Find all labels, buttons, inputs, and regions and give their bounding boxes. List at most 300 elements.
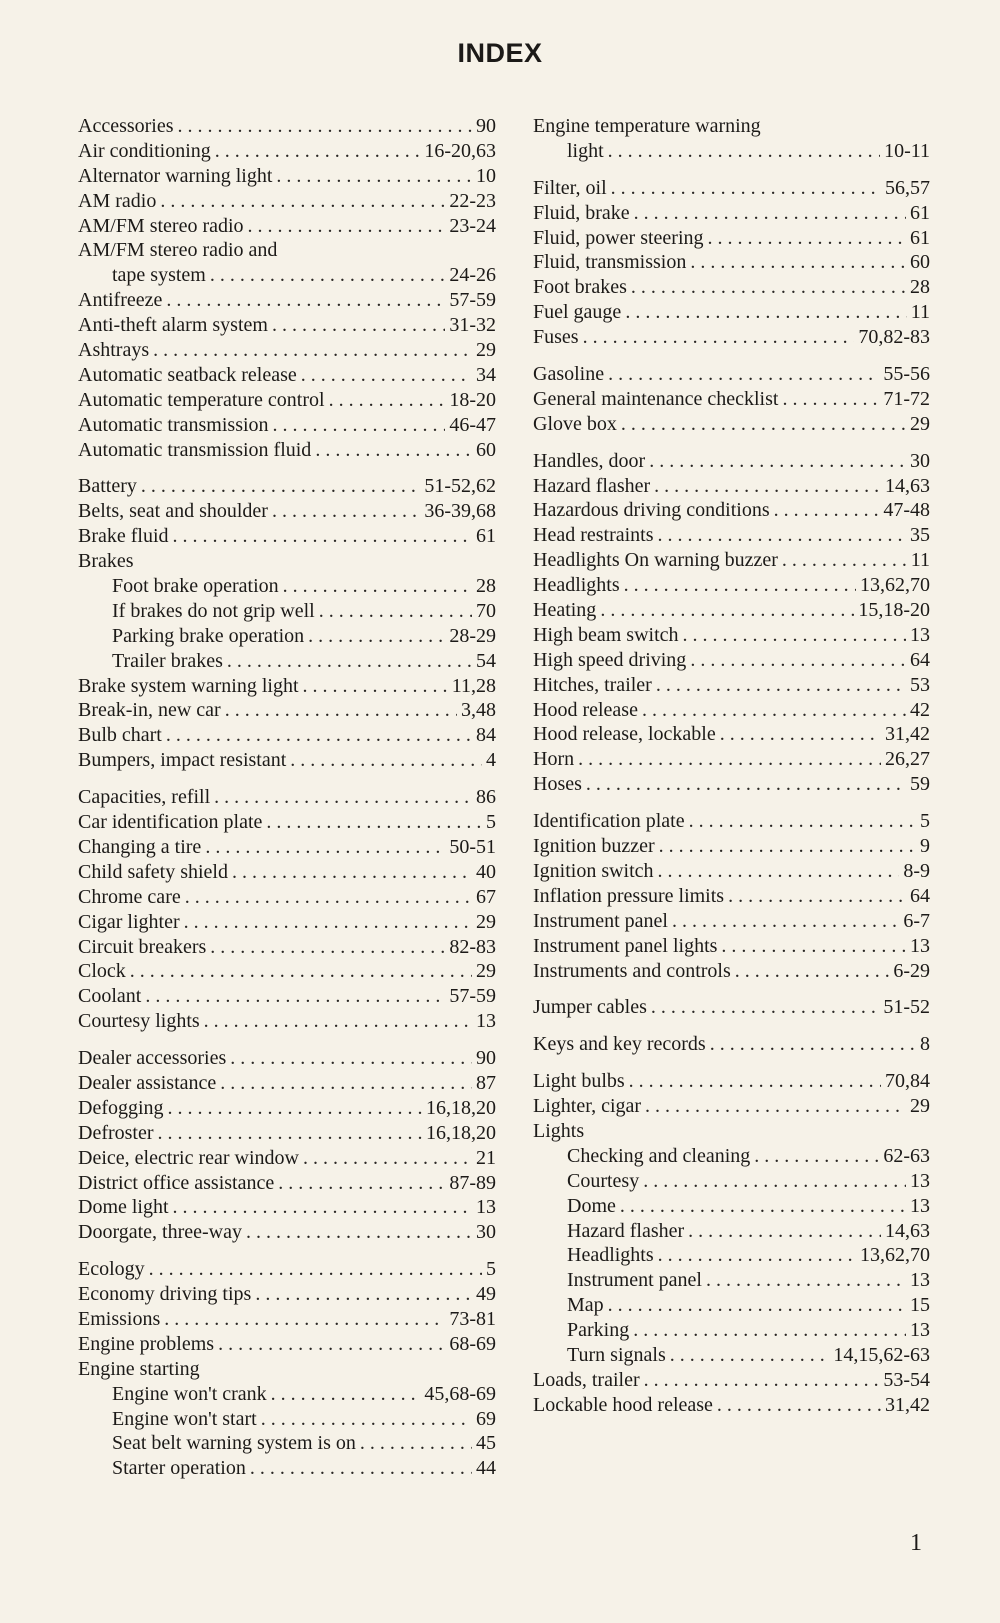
index-term: Belts, seat and shoulder [78, 500, 268, 523]
index-entry [533, 1268, 930, 1293]
dot-leader [659, 834, 916, 859]
index-entry [78, 1307, 496, 1332]
dot-leader [578, 747, 881, 772]
index-term: Brakes [78, 550, 134, 573]
index-pages: 84 [476, 724, 496, 747]
index-pages: 21 [476, 1146, 496, 1169]
index-term: Automatic transmission [78, 413, 269, 436]
dot-leader [168, 1096, 422, 1121]
index-entry [533, 959, 930, 984]
dot-leader [634, 201, 906, 226]
dot-leader [644, 1368, 880, 1393]
index-entry [533, 1144, 930, 1169]
index-term: Antifreeze [78, 289, 163, 312]
dot-leader [272, 499, 420, 524]
index-term: Dealer accessories [78, 1047, 227, 1070]
index-term: Checking and cleaning [567, 1144, 751, 1167]
index-entry [533, 1243, 930, 1268]
index-pages: 35 [910, 524, 930, 547]
index-entry [78, 1195, 496, 1220]
dot-leader [166, 723, 472, 748]
index-pages: 18-20 [449, 388, 496, 411]
dot-leader [625, 300, 906, 325]
index-pages: 34 [476, 363, 496, 386]
dot-leader [735, 959, 890, 984]
index-term: Instruments and controls [533, 959, 731, 982]
index-entry [78, 549, 496, 574]
index-term: Fuses [533, 326, 579, 349]
index-entry [78, 935, 496, 960]
index-entry [533, 139, 930, 164]
dot-leader [205, 835, 445, 860]
index-entry [533, 1169, 930, 1194]
index-term: Clock [78, 960, 126, 983]
index-entry [78, 984, 496, 1009]
dot-leader [683, 623, 906, 648]
index-term: Hazardous driving conditions [533, 499, 770, 522]
index-entry [78, 1220, 496, 1245]
dot-leader [642, 698, 906, 723]
index-pages: 30 [910, 449, 930, 472]
dot-leader [624, 573, 856, 598]
index-entry [533, 1219, 930, 1244]
index-pages: 87 [476, 1071, 496, 1094]
dot-leader [210, 263, 445, 288]
index-term: Light bulbs [533, 1070, 625, 1093]
index-entry [78, 164, 496, 189]
index-entry [78, 413, 496, 438]
dot-leader [633, 1318, 906, 1343]
index-entry [78, 785, 496, 810]
index-term: District office assistance [78, 1171, 275, 1194]
index-term: Hood release [533, 698, 638, 721]
index-entry [533, 573, 930, 598]
index-term: Ecology [78, 1258, 145, 1281]
index-pages: 13 [910, 1319, 930, 1342]
dot-leader [149, 1257, 482, 1282]
index-entry [533, 859, 930, 884]
index-pages: 61 [910, 201, 930, 224]
dot-leader [283, 574, 472, 599]
dot-leader [621, 412, 906, 437]
index-entry [78, 1357, 496, 1382]
index-pages: 13 [910, 1269, 930, 1292]
index-term: Headlights [567, 1244, 654, 1267]
index-entry [78, 1257, 496, 1282]
dot-leader [782, 387, 879, 412]
index-term: Anti-theft alarm system [78, 314, 268, 337]
index-term: AM radio [78, 189, 157, 212]
dot-leader [672, 909, 899, 934]
index-term: Battery [78, 475, 137, 498]
index-pages: 46-47 [449, 413, 496, 436]
index-pages: 13 [910, 623, 930, 646]
dot-leader [145, 984, 445, 1009]
index-term: Parking brake operation [112, 624, 305, 647]
dot-leader [658, 859, 900, 884]
index-pages: 3,48 [461, 699, 496, 722]
dot-leader [649, 449, 906, 474]
dot-leader [689, 809, 916, 834]
index-term: Capacities, refill [78, 786, 211, 809]
dot-leader [246, 1220, 472, 1245]
dot-leader [303, 1146, 472, 1171]
index-entry [533, 747, 930, 772]
index-pages: 54 [476, 649, 496, 672]
index-entry [78, 1171, 496, 1196]
dot-leader [645, 1094, 906, 1119]
index-pages: 13 [910, 1169, 930, 1192]
index-term: Dome [567, 1194, 616, 1217]
index-pages: 61 [476, 525, 496, 548]
dot-leader [586, 772, 906, 797]
index-term: Air conditioning [78, 139, 211, 162]
index-entry [78, 1382, 496, 1407]
dot-leader [658, 1243, 856, 1268]
index-pages: 11,28 [451, 674, 496, 697]
index-pages: 36-39,68 [424, 500, 496, 523]
index-pages: 31,42 [885, 1393, 930, 1416]
index-pages: 47-48 [883, 499, 930, 522]
index-pages: 13,62,70 [860, 574, 930, 597]
dot-leader [301, 363, 472, 388]
index-column-left [78, 114, 496, 1481]
index-entry [78, 748, 496, 773]
dot-leader [164, 1307, 445, 1332]
index-pages: 50-51 [449, 835, 496, 858]
index-entry [533, 673, 930, 698]
dot-leader [271, 1382, 421, 1407]
index-term: Lights [533, 1119, 585, 1142]
index-pages: 68-69 [449, 1332, 496, 1355]
index-term: Ignition switch [533, 859, 654, 882]
index-entry [78, 189, 496, 214]
index-term: Accessories [78, 115, 174, 137]
index-entry [533, 387, 930, 412]
group-gap [533, 437, 930, 449]
dot-leader [651, 995, 879, 1020]
index-term: AM/FM stereo radio and [78, 239, 278, 262]
index-entry [533, 474, 930, 499]
dot-leader [319, 599, 472, 624]
index-term: Foot brakes [533, 276, 627, 299]
index-entry [533, 412, 930, 437]
index-pages: 70,84 [885, 1070, 930, 1093]
index-entry [78, 438, 496, 463]
index-entry [533, 548, 930, 573]
index-pages: 29 [910, 1095, 930, 1118]
index-term: Jumper cables [533, 996, 647, 1019]
index-entry [533, 598, 930, 623]
dot-leader [273, 413, 446, 438]
index-entry [78, 1071, 496, 1096]
dot-leader [608, 139, 880, 164]
index-pages: 13,62,70 [860, 1244, 930, 1267]
index-entry [78, 313, 496, 338]
index-entry [533, 934, 930, 959]
index-pages: 86 [476, 786, 496, 809]
index-pages: 4 [486, 749, 496, 772]
dot-leader [728, 884, 906, 909]
index-term: General maintenance checklist [533, 387, 779, 410]
index-term: Filter, oil [533, 176, 607, 199]
index-entry [78, 910, 496, 935]
dot-leader [215, 139, 421, 164]
index-entry [78, 723, 496, 748]
index-term: Heating [533, 599, 597, 622]
index-entry [78, 698, 496, 723]
dot-leader [631, 275, 906, 300]
index-term: Instrument panel lights [533, 934, 718, 957]
dot-leader [717, 1393, 881, 1418]
index-entry [533, 498, 930, 523]
index-pages: 13 [910, 934, 930, 957]
index-pages: 45,68-69 [424, 1382, 496, 1405]
index-term: Defogging [78, 1096, 164, 1119]
index-term: Engine problems [78, 1332, 215, 1355]
index-pages: 28 [476, 575, 496, 598]
index-entry [533, 648, 930, 673]
index-entry [78, 474, 496, 499]
index-entry [533, 114, 930, 139]
dot-leader [654, 474, 881, 499]
index-term: Fluid, power steering [533, 226, 704, 249]
dot-leader [173, 1195, 472, 1220]
index-entry [78, 649, 496, 674]
index-entry [533, 325, 930, 350]
index-term: Hoses [533, 773, 582, 796]
group-gap [78, 1245, 496, 1257]
index-pages: 59 [910, 773, 930, 796]
index-entry [78, 114, 496, 139]
index-entry [78, 524, 496, 549]
index-entry [78, 1146, 496, 1171]
index-pages: 49 [476, 1283, 496, 1306]
index-pages: 64 [910, 648, 930, 671]
index-term: Hood release, lockable [533, 723, 716, 746]
index-term: Brake fluid [78, 525, 169, 548]
group-gap [533, 1020, 930, 1032]
dot-leader [720, 722, 881, 747]
index-pages: 24-26 [449, 264, 496, 287]
index-term: Automatic seatback release [78, 363, 297, 386]
dot-leader [656, 673, 906, 698]
index-pages: 90 [476, 1047, 496, 1070]
index-term: Identification plate [533, 810, 685, 833]
index-entry [533, 722, 930, 747]
index-entry [533, 884, 930, 909]
index-pages: 8-9 [903, 859, 930, 882]
index-pages: 16,18,20 [426, 1096, 496, 1119]
group-gap [533, 1057, 930, 1069]
index-term: Instrument panel [567, 1269, 702, 1292]
dot-leader [225, 698, 457, 723]
index-term: Brake system warning light [78, 674, 299, 697]
index-entry [533, 1293, 930, 1318]
index-term: Engine won't crank [112, 1382, 267, 1405]
group-gap [533, 164, 930, 176]
index-pages: 6-7 [903, 909, 930, 932]
index-pages: 29 [476, 339, 496, 362]
index-term: Deice, electric rear window [78, 1146, 299, 1169]
index-entry [533, 1094, 930, 1119]
dot-leader [230, 1046, 472, 1071]
index-term: Foot brake operation [112, 575, 279, 598]
index-entry [78, 1009, 496, 1034]
index-pages: 70,82-83 [858, 326, 930, 349]
index-pages: 13 [910, 1194, 930, 1217]
index-term: Instrument panel [533, 909, 668, 932]
index-entry [78, 288, 496, 313]
index-pages: 6-29 [893, 959, 930, 982]
index-pages: 69 [476, 1407, 496, 1430]
index-term: Engine temperature warning [533, 115, 761, 137]
index-pages: 14,15,62-63 [833, 1343, 930, 1366]
index-term: AM/FM stereo radio [78, 214, 244, 237]
index-term: Dealer assistance [78, 1071, 217, 1094]
index-term: Changing a tire [78, 835, 202, 858]
dot-leader [710, 1032, 916, 1057]
index-pages: 28-29 [449, 624, 496, 647]
index-entry [533, 809, 930, 834]
index-pages: 44 [476, 1457, 496, 1480]
index-term: Headlights On warning buzzer [533, 549, 778, 572]
index-pages: 30 [476, 1221, 496, 1244]
index-term: Bumpers, impact resistant [78, 749, 287, 772]
index-entry [78, 499, 496, 524]
dot-leader [308, 624, 445, 649]
index-term: Chrome care [78, 885, 181, 908]
index-pages: 61 [910, 226, 930, 249]
group-gap [78, 773, 496, 785]
dot-leader [185, 885, 472, 910]
index-entry [533, 1318, 930, 1343]
index-pages: 64 [910, 884, 930, 907]
index-term: Keys and key records [533, 1033, 706, 1056]
index-pages: 55-56 [883, 363, 930, 386]
index-pages: 5 [486, 811, 496, 834]
index-pages: 14,63 [885, 1219, 930, 1242]
index-term: High beam switch [533, 623, 679, 646]
index-pages: 53-54 [883, 1368, 930, 1391]
index-term: Hazard flasher [567, 1219, 685, 1242]
index-term: Seat belt warning system is on [112, 1432, 356, 1455]
dot-leader [248, 214, 446, 239]
dot-leader [708, 226, 906, 251]
index-pages: 62-63 [883, 1144, 930, 1167]
index-pages: 15 [910, 1294, 930, 1317]
index-entry [533, 1343, 930, 1368]
index-pages: 67 [476, 885, 496, 908]
index-term: Doorgate, three-way [78, 1221, 243, 1244]
index-term: Map [567, 1294, 604, 1317]
index-term: Break-in, new car [78, 699, 221, 722]
dot-leader [583, 325, 855, 350]
index-term: Car identification plate [78, 811, 263, 834]
index-term: Dome light [78, 1196, 169, 1219]
index-term: Child safety shield [78, 860, 228, 883]
index-pages: 53 [910, 673, 930, 696]
dot-leader [276, 164, 472, 189]
index-pages: 10-11 [884, 139, 930, 162]
index-entry [78, 263, 496, 288]
dot-leader [158, 1121, 422, 1146]
index-entry [78, 1407, 496, 1432]
dot-leader [160, 189, 445, 214]
index-term: Automatic temperature control [78, 388, 325, 411]
index-pages: 60 [910, 251, 930, 274]
index-entry [78, 1456, 496, 1481]
index-pages: 28 [910, 276, 930, 299]
index-entry [533, 909, 930, 934]
dot-leader [782, 548, 907, 573]
index-pages: 5 [920, 810, 930, 833]
index-term: Lighter, cigar [533, 1095, 642, 1118]
dot-leader [658, 523, 906, 548]
index-pages: 90 [476, 115, 496, 137]
dot-leader [360, 1431, 472, 1456]
index-pages: 9 [920, 835, 930, 858]
index-pages: 31,42 [885, 723, 930, 746]
index-entry [78, 835, 496, 860]
dot-leader [220, 1071, 472, 1096]
index-entry [533, 226, 930, 251]
index-pages: 5 [486, 1258, 496, 1281]
index-term: Courtesy lights [78, 1010, 200, 1033]
index-term: Cigar lighter [78, 910, 180, 933]
dot-leader [754, 1144, 879, 1169]
index-pages: 26,27 [885, 748, 930, 771]
index-pages: 15,18-20 [858, 599, 930, 622]
index-term: Economy driving tips [78, 1283, 252, 1306]
index-term: Fluid, transmission [533, 251, 687, 274]
index-entry [78, 959, 496, 984]
dot-leader [130, 959, 472, 984]
group-gap [533, 350, 930, 362]
index-pages: 29 [476, 960, 496, 983]
dot-leader [214, 785, 472, 810]
index-entry [78, 624, 496, 649]
index-entry [78, 1121, 496, 1146]
index-pages: 11 [910, 549, 930, 572]
dot-leader [255, 1282, 472, 1307]
dot-leader [232, 860, 472, 885]
index-entry [78, 139, 496, 164]
index-term: Coolant [78, 985, 142, 1008]
index-pages: 70 [476, 599, 496, 622]
index-term: Head restraints [533, 524, 654, 547]
index-pages: 73-81 [449, 1307, 496, 1330]
index-pages: 71-72 [883, 387, 930, 410]
dot-leader [272, 313, 445, 338]
dot-leader [173, 524, 472, 549]
index-pages: 45 [476, 1432, 496, 1455]
dot-leader [141, 474, 420, 499]
index-pages: 57-59 [449, 985, 496, 1008]
dot-leader [250, 1456, 472, 1481]
dot-leader [178, 114, 472, 139]
index-entry [533, 176, 930, 201]
index-entry [78, 860, 496, 885]
index-pages: 40 [476, 860, 496, 883]
index-term: Hazard flasher [533, 474, 651, 497]
index-entry [533, 1194, 930, 1219]
index-entry [533, 834, 930, 859]
group-gap [78, 1034, 496, 1046]
dot-leader [227, 649, 472, 674]
index-entry [78, 810, 496, 835]
index-term: Automatic transmission fluid [78, 438, 312, 461]
